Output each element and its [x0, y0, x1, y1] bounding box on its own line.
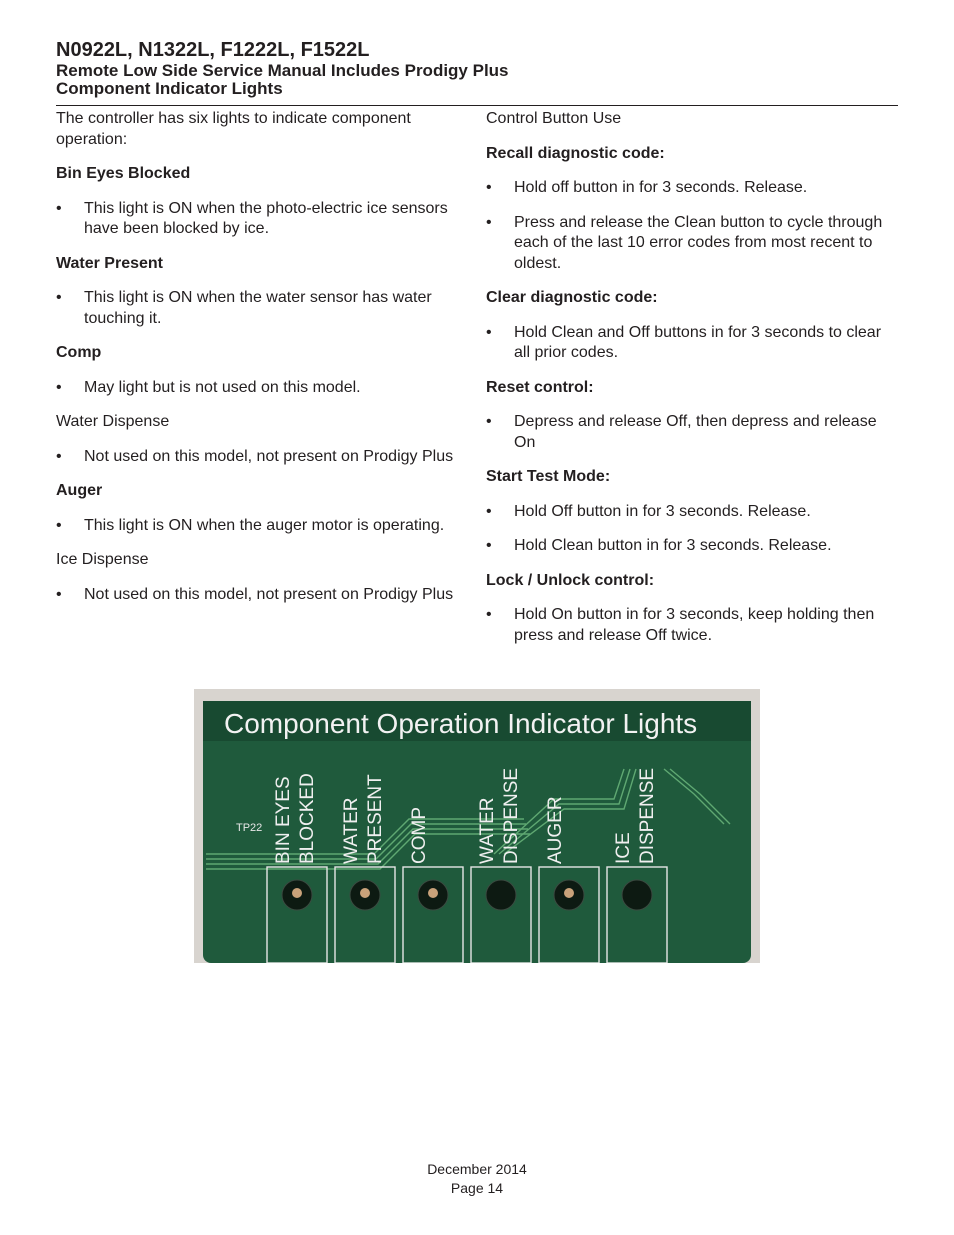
- led-lit-dot: [360, 888, 370, 898]
- header-rule: [56, 105, 898, 106]
- list-item: [486, 213, 898, 275]
- component-label: PRESENT: [365, 774, 386, 864]
- component-label: WATER: [477, 797, 498, 864]
- tp-label: TP22: [236, 822, 263, 834]
- page-header: [56, 38, 898, 98]
- footer-date: December 2014: [427, 1161, 527, 1177]
- list-item: [56, 288, 466, 329]
- indicator-lights-photo: [194, 689, 760, 963]
- component-label: DISPENSE: [637, 767, 658, 864]
- component-label: COMP: [409, 807, 430, 864]
- bullet-icon: •: [486, 323, 492, 341]
- list-item-text: Hold off button in for 3 seconds. Release.: [514, 179, 808, 196]
- water-dispense-heading: Water Dispense: [56, 413, 170, 430]
- list-item: [486, 323, 898, 364]
- list-item: [486, 536, 898, 557]
- bullet-icon: •: [56, 378, 62, 396]
- list-item-text: Depress and release Off, then depress and release On: [514, 413, 877, 451]
- list-item: [56, 378, 466, 399]
- list-item-text: Hold Off button in for 3 seconds. Release.: [514, 502, 811, 520]
- component-label: AUGER: [545, 796, 566, 864]
- control-button-heading: Control Button Use: [486, 110, 622, 127]
- list-item: [56, 199, 466, 240]
- bullet-icon: •: [56, 289, 62, 306]
- bullet-icon: •: [56, 585, 62, 603]
- intro-text: The controller has six lights to indicate component operation:: [56, 110, 411, 148]
- list-item-text: Hold On button in for 3 seconds, keep holding then press and release Off twice.: [514, 606, 875, 644]
- component-label: BIN EYES: [273, 776, 294, 864]
- ice-dispense-heading: Ice Dispense: [56, 551, 149, 568]
- led-lit-dot: [428, 888, 438, 898]
- board-title: Component Operation Indicator Lights: [224, 708, 698, 739]
- list-item: [486, 502, 898, 523]
- led-indicator: [622, 880, 652, 910]
- reset-heading: Reset control:: [486, 378, 594, 396]
- clear-heading: Clear diagnostic code:: [486, 289, 658, 306]
- comp-heading: Comp: [56, 344, 102, 361]
- test-mode-heading: Start Test Mode:: [486, 468, 611, 485]
- page-number: Page 14: [450, 1180, 504, 1196]
- list-item: [56, 516, 466, 537]
- list-item-text: Not used on this model, not present on Prodigy Plus: [84, 447, 454, 465]
- component-label: BLOCKED: [297, 773, 318, 864]
- list-item: [486, 178, 898, 199]
- page-footer: [0, 1160, 954, 1198]
- led-lit-dot: [564, 888, 574, 898]
- manual-title: Remote Low Side Service Manual Includes Prodigy Plus: [56, 61, 509, 80]
- section-title: Component Indicator Lights: [56, 79, 283, 98]
- list-item-text: This light is ON when the water sensor has water touching it.: [84, 289, 432, 327]
- list-item: [56, 585, 466, 606]
- model-numbers: N0922L, N1322L, F1222L, F1522L: [56, 39, 370, 61]
- list-item-text: This light is ON when the auger motor is operating.: [84, 516, 445, 534]
- left-column: [56, 109, 466, 619]
- bullet-icon: •: [486, 537, 492, 554]
- led-lit-dot: [292, 888, 302, 898]
- led-indicator: [486, 880, 516, 910]
- lock-heading: Lock / Unlock control:: [486, 571, 655, 589]
- list-item-text: Press and release the Clean button to cycle through each of the last 10 error codes from most recent to oldest.: [514, 213, 883, 272]
- auger-heading: Auger: [56, 482, 103, 499]
- list-item-text: Not used on this model, not present on Prodigy Plus: [84, 585, 454, 603]
- component-label: ICE: [613, 832, 634, 864]
- list-item-text: This light is ON when the photo-electric ice sensors have been blocked by ice.: [84, 199, 448, 237]
- water-present-heading: Water Present: [56, 254, 163, 272]
- bullet-icon: •: [486, 606, 492, 623]
- list-item: [56, 447, 466, 468]
- bullet-icon: •: [486, 502, 492, 520]
- bullet-icon: •: [56, 447, 62, 465]
- component-label: DISPENSE: [501, 767, 522, 864]
- bullet-icon: •: [56, 199, 62, 217]
- component-label: WATER: [341, 797, 362, 864]
- list-item-text: Hold Clean button in for 3 seconds. Release.: [514, 537, 832, 554]
- list-item-text: May light but is not used on this model.: [84, 378, 361, 396]
- list-item: [486, 412, 898, 453]
- bullet-icon: •: [486, 413, 492, 430]
- bullet-icon: •: [486, 179, 492, 196]
- right-column: [486, 109, 898, 660]
- list-item-text: Hold Clean and Off buttons in for 3 seconds to clear all prior codes.: [514, 323, 882, 361]
- bullet-icon: •: [56, 516, 62, 534]
- bullet-icon: •: [486, 213, 492, 231]
- bin-eyes-heading: Bin Eyes Blocked: [56, 165, 191, 182]
- list-item: [486, 605, 898, 646]
- recall-heading: Recall diagnostic code:: [486, 144, 665, 162]
